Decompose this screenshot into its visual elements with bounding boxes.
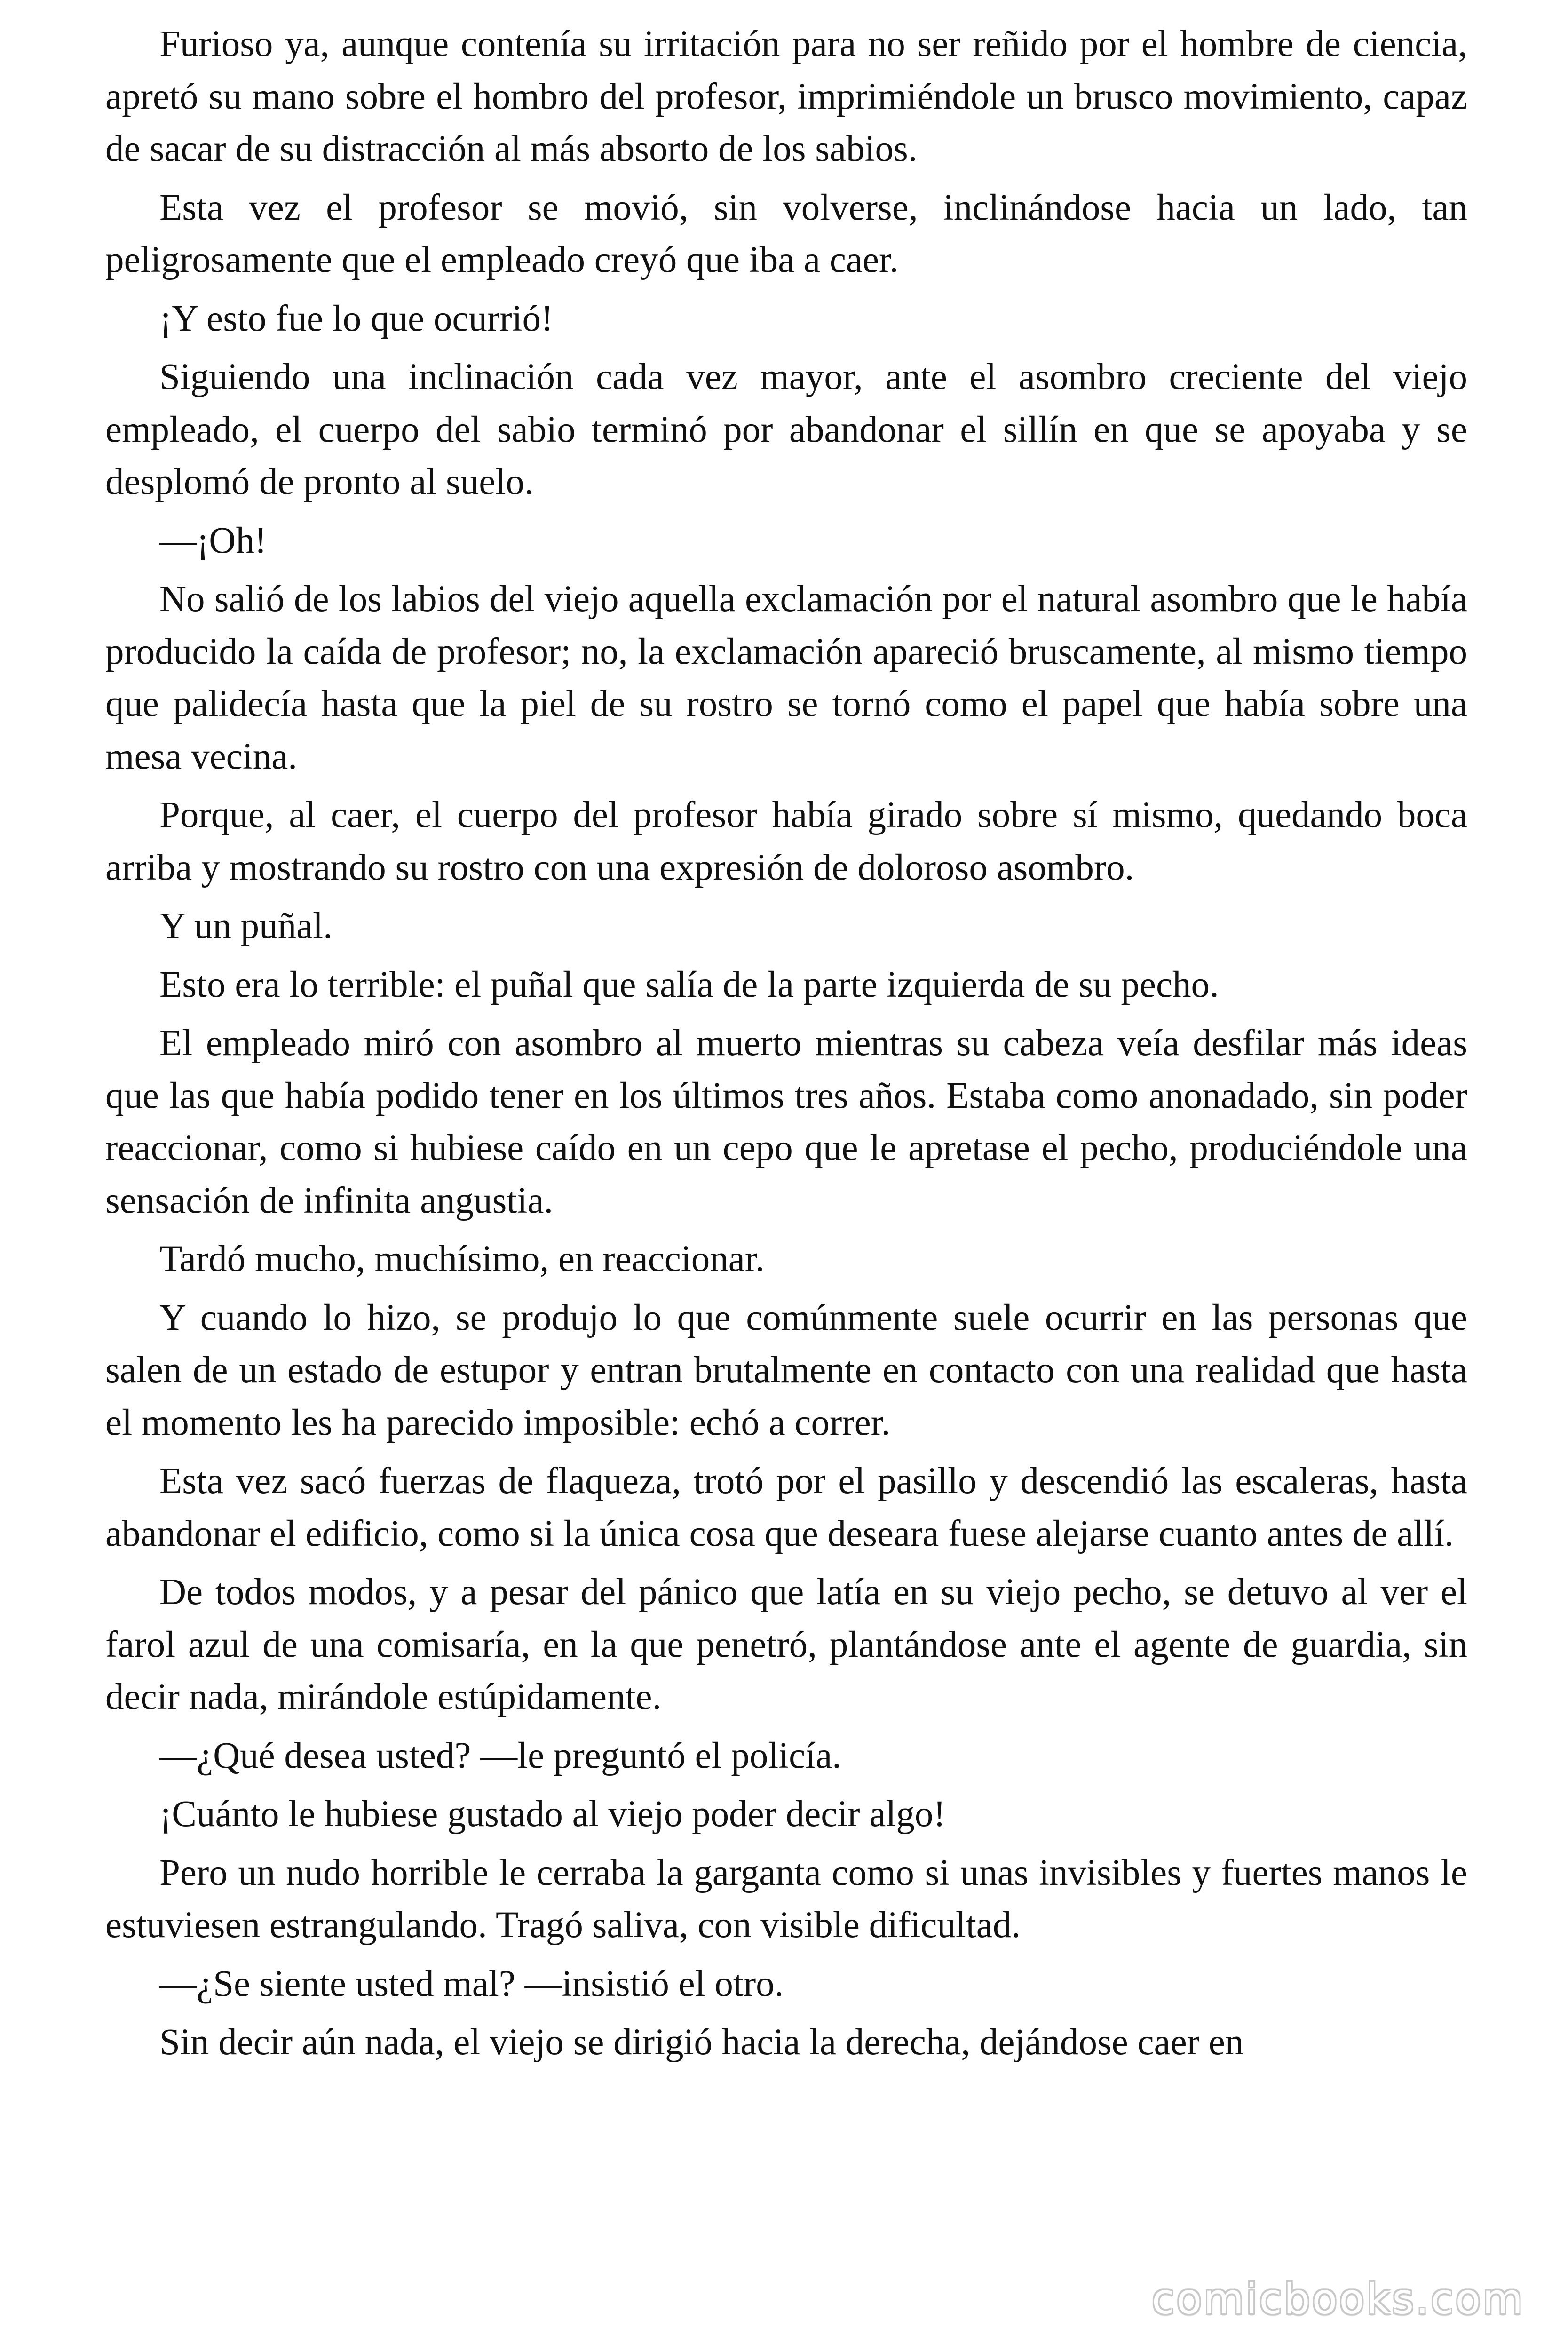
paragraph-5: —¡Oh! (159, 520, 267, 561)
paragraph-14: De todos modos, y a pesar del pánico que latía en su viejo pecho, se detuvo al ver el farol azul de una comisaría, en la que penetró, plantándose ante el agente de guardia, sin decir nada, mirándole estúpidamente. (105, 1572, 1467, 1717)
watermark: comicbooks.com (1151, 2275, 1525, 2323)
paragraph-4: Siguiendo una inclinación cada vez mayor, ante el asombro creciente del viejo empleado, el cuerpo del sabio terminó por abandonar el sillín en que se apoyaba y se desplomó de pronto al suelo. (105, 357, 1467, 502)
paragraph-16: ¡Cuánto le hubiese gustado al viejo poder decir algo! (159, 1794, 946, 1835)
paragraph-10: El empleado miró con asombro al muerto mientras su cabeza veía desfilar más ideas que las que había podido tener en los últimos tres años. Estaba como anonadado, sin poder reaccionar, como si hubiese caído en un cepo que le apretase el pecho, produciéndole una sensación de infinita angustia. (105, 1023, 1467, 1221)
paragraph-18: —¿Se siente usted mal? —insistió el otro. (159, 1963, 784, 2004)
paragraph-13: Esta vez sacó fuerzas de flaqueza, trotó por el pasillo y descendió las escaleras, hasta abandonar el edificio, como si la única cosa que deseara fuese alejarse cuanto antes de allí. (105, 1461, 1467, 1554)
page-body (105, 18, 1467, 2075)
paragraph-19: Sin decir aún nada, el viejo se dirigió hacia la derecha, dejándose caer en (159, 2022, 1244, 2063)
paragraph-15: —¿Qué desea usted? —le preguntó el policía. (159, 1735, 842, 1776)
paragraph-17: Pero un nudo horrible le cerraba la garganta como si unas invisibles y fuertes manos le estuviesen estrangulando. Tragó saliva, con visible dificultad. (105, 1852, 1467, 1946)
paragraph-6: No salió de los labios del viejo aquella exclamación por el natural asombro que le había producido la caída de profesor; no, la exclamación apareció bruscamente, al mismo tiempo que palidecía hasta que la piel de su rostro se tornó como el papel que había sobre una mesa vecina. (105, 579, 1467, 777)
paragraph-11: Tardó mucho, muchísimo, en reaccionar. (159, 1239, 765, 1279)
paragraph-2: Esta vez el profesor se movió, sin volverse, inclinándose hacia un lado, tan peligrosamente que el empleado creyó que iba a caer. (105, 187, 1467, 280)
paragraph-8: Y un puñal. (159, 906, 333, 946)
paragraph-1: Furioso ya, aunque contenía su irritación para no ser reñido por el hombre de ciencia, apretó su mano sobre el hombro del profesor, imprimiéndole un brusco movimiento, capaz de sacar de su distracción al más absorto de los sabios. (105, 24, 1467, 169)
paragraph-9: Esto era lo terrible: el puñal que salía de la parte izquierda de su pecho. (159, 964, 1219, 1005)
paragraph-12: Y cuando lo hizo, se produjo lo que comúnmente suele ocurrir en las personas que salen de un estado de estupor y entran brutalmente en contacto con una realidad que hasta el momento les ha parecido imposible: echó a correr. (105, 1297, 1467, 1443)
paragraph-7: Porque, al caer, el cuerpo del profesor había girado sobre sí mismo, quedando boca arriba y mostrando su rostro con una expresión de doloroso asombro. (105, 795, 1467, 888)
paragraph-3: ¡Y esto fue lo que ocurrió! (159, 298, 554, 339)
